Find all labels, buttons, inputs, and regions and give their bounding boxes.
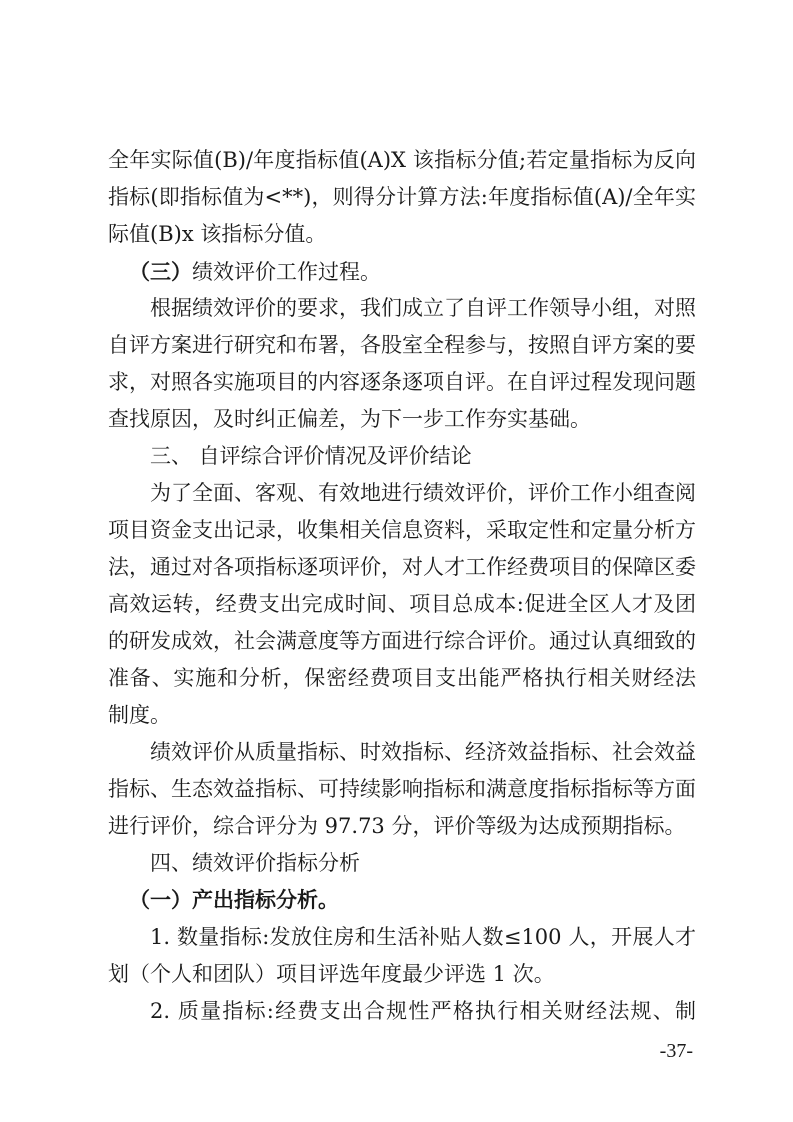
text-line: 划（个人和团队）项目评选年度最少评选 1 次。: [108, 962, 555, 986]
text-line: 根据绩效评价的要求，我们成立了自评工作领导小组，对照: [150, 296, 696, 320]
page-number: -37-: [659, 1040, 693, 1062]
text-line: 三、 自评综合评价情况及评价结论: [150, 444, 472, 468]
text-line: 查找原因，及时纠正偏差，为下一步工作夯实基础。: [108, 407, 591, 431]
text-line: 2. 质量指标:经费支出合规性严格执行相关财经法规、制: [150, 999, 696, 1023]
text-line: 高效运转，经费支出完成时间、项目总成本:促进全区人才及团: [108, 592, 696, 616]
text-line: 1. 数量指标:发放住房和生活补贴人数≤100 人，开展人才: [150, 925, 696, 949]
section-number: （三）: [129, 259, 192, 284]
text-line: 指标(即指标值为<**)，则得分计算方法:年度指标值(A)/全年实: [108, 185, 696, 209]
text-line: 项目资金支出记录，收集相关信息资料，采取定性和定量分析方: [108, 518, 696, 542]
text-line: 为了全面、客观、有效地进行绩效评价，评价工作小组查阅: [150, 481, 696, 505]
text-line: 全年实际值(B)/年度指标值(A)X 该指标分值;若定量指标为反向: [108, 148, 696, 172]
text-line: 自评方案进行研究和布署，各股室全程参与，按照自评方案的要: [108, 333, 696, 357]
text-line: （一）产出指标分析。: [129, 888, 339, 912]
text-line: 制度。: [108, 703, 171, 727]
text-line: 的研发成效，社会满意度等方面进行综合评价。通过认真细致的: [108, 629, 696, 653]
text-line: 法，通过对各项指标逐项评价，对人才工作经费项目的保障区委: [108, 555, 696, 579]
text-line: 准备、实施和分析，保密经费项目支出能严格执行相关财经法: [108, 666, 696, 690]
text-line: 绩效评价从质量指标、时效指标、经济效益指标、社会效益: [150, 740, 696, 764]
text-line: 指标、生态效益指标、可持续影响指标和满意度指标指标等方面: [108, 777, 696, 801]
text-line: 四、绩效评价指标分析: [150, 851, 360, 875]
text-line: 求，对照各实施项目的内容逐条逐项自评。在自评过程发现问题: [108, 370, 696, 394]
text-line: 进行评价，综合评分为 97.73 分，评价等级为达成预期指标。: [108, 814, 686, 838]
text-line: （三）绩效评价工作过程。: [129, 259, 381, 284]
document-body: [108, 142, 696, 1030]
text-line: 际值(B)x 该指标分值。: [108, 222, 327, 246]
